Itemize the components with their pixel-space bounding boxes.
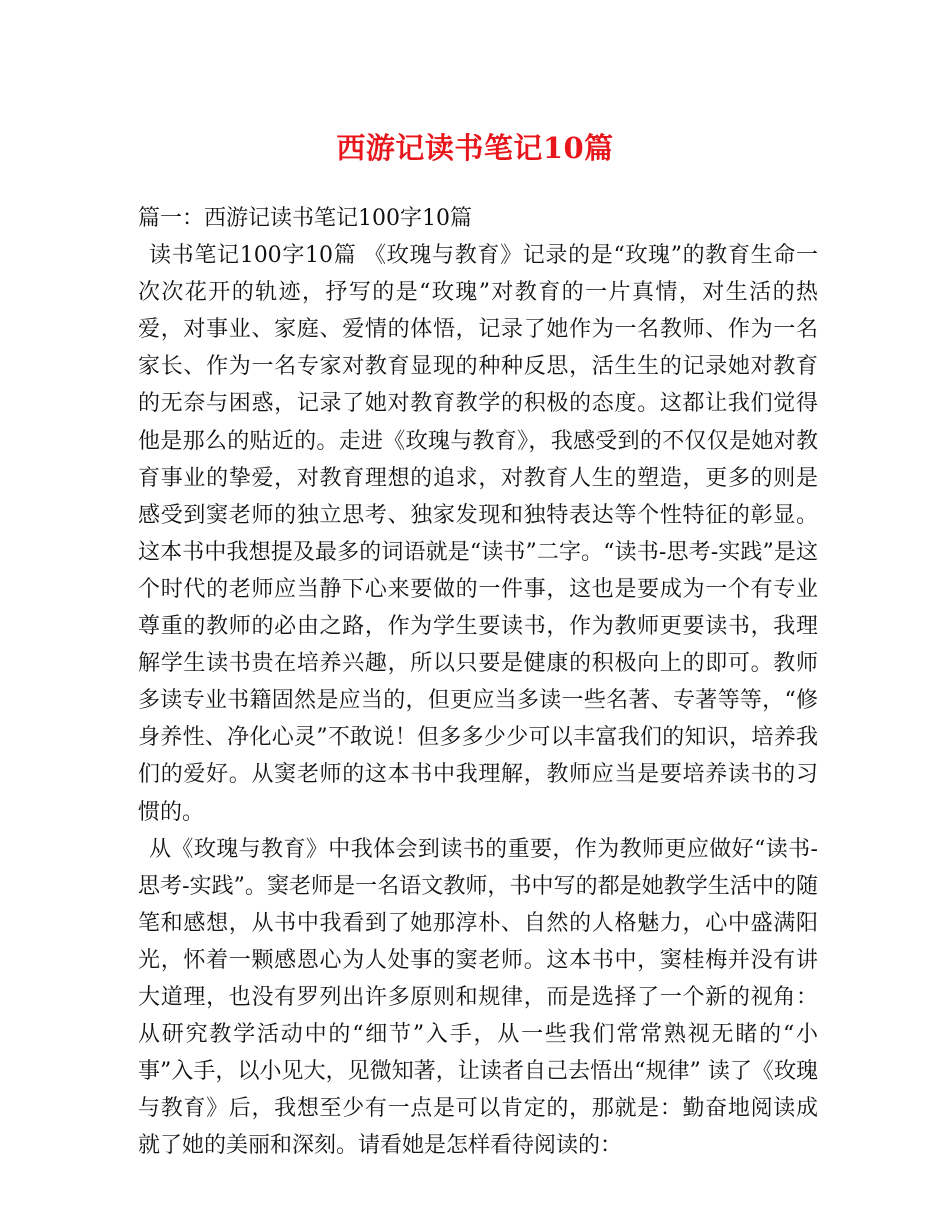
paragraph-2: 从《玫瑰与教育》中我体会到读书的重要，作为教师更应做好“读书-思考-实践”。窦老师是一名语文教师，书中写的都是她教学生活中的随笔和感想，从书中我看到了她那淳朴、自然的人格魅力，心中盛满阳光，怀着一颗感恩心为人处事的窦老师。这本书中，窦桂梅并没有讲大道理，也没有罗列出许多原则和规律，而是选择了一个新的视角：从研究教学活动中的“细节”入手，从一些我们常常熟视无睹的“小事”入手，以小见大，见微知著，让读者自己去悟出“规律” 读了《玫瑰与教育》后，我想至少有一点是可以肯定的，那就是：勤奋地阅读成就了她的美丽和深刻。请看她是怎样看待阅读的：: [138, 836, 818, 1159]
section-heading: 篇一：西游记读书笔记100字10篇: [138, 206, 472, 231]
document-title: 西游记读书笔记10篇: [336, 131, 614, 165]
document-body: [138, 200, 818, 1164]
paragraph-1: 读书笔记100字10篇 《玫瑰与教育》记录的是“玫瑰”的教育生命一次次花开的轨迹，抒写的是“玫瑰”对教育的一片真情，对生活的热爱，对事业、家庭、爱情的体悟，记录了她作为一名教师、作为一名家长、作为一名专家对教育显现的种种反思，活生生的记录她对教育的无奈与困惑，记录了她对教育教学的积极的态度。这都让我们觉得他是那么的贴近的。走进《玫瑰与教育》，我感受到的不仅仅是她对教育事业的挚爱，对教育理想的追求，对教育人生的塑造，更多的则是感受到窦老师的独立思考、独家发现和独特表达等个性特征的彰显。这本书中我想提及最多的词语就是“读书”二字。“读书-思考-实践”是这个时代的老师应当静下心来要做的一件事，这也是要成为一个有专业尊重的教师的必由之路，作为学生要读书，作为教师更要读书，我理解学生读书贵在培养兴趣，所以只要是健康的积极向上的即可。教师多读专业书籍固然是应当的，但更应当多读一些名著、专著等等，“修身养性、净化心灵”不敢说！但多多少少可以丰富我们的知识，培养我们的爱好。从窦老师的这本书中我理解，教师应当是要培养读书的习惯的。: [138, 243, 818, 825]
